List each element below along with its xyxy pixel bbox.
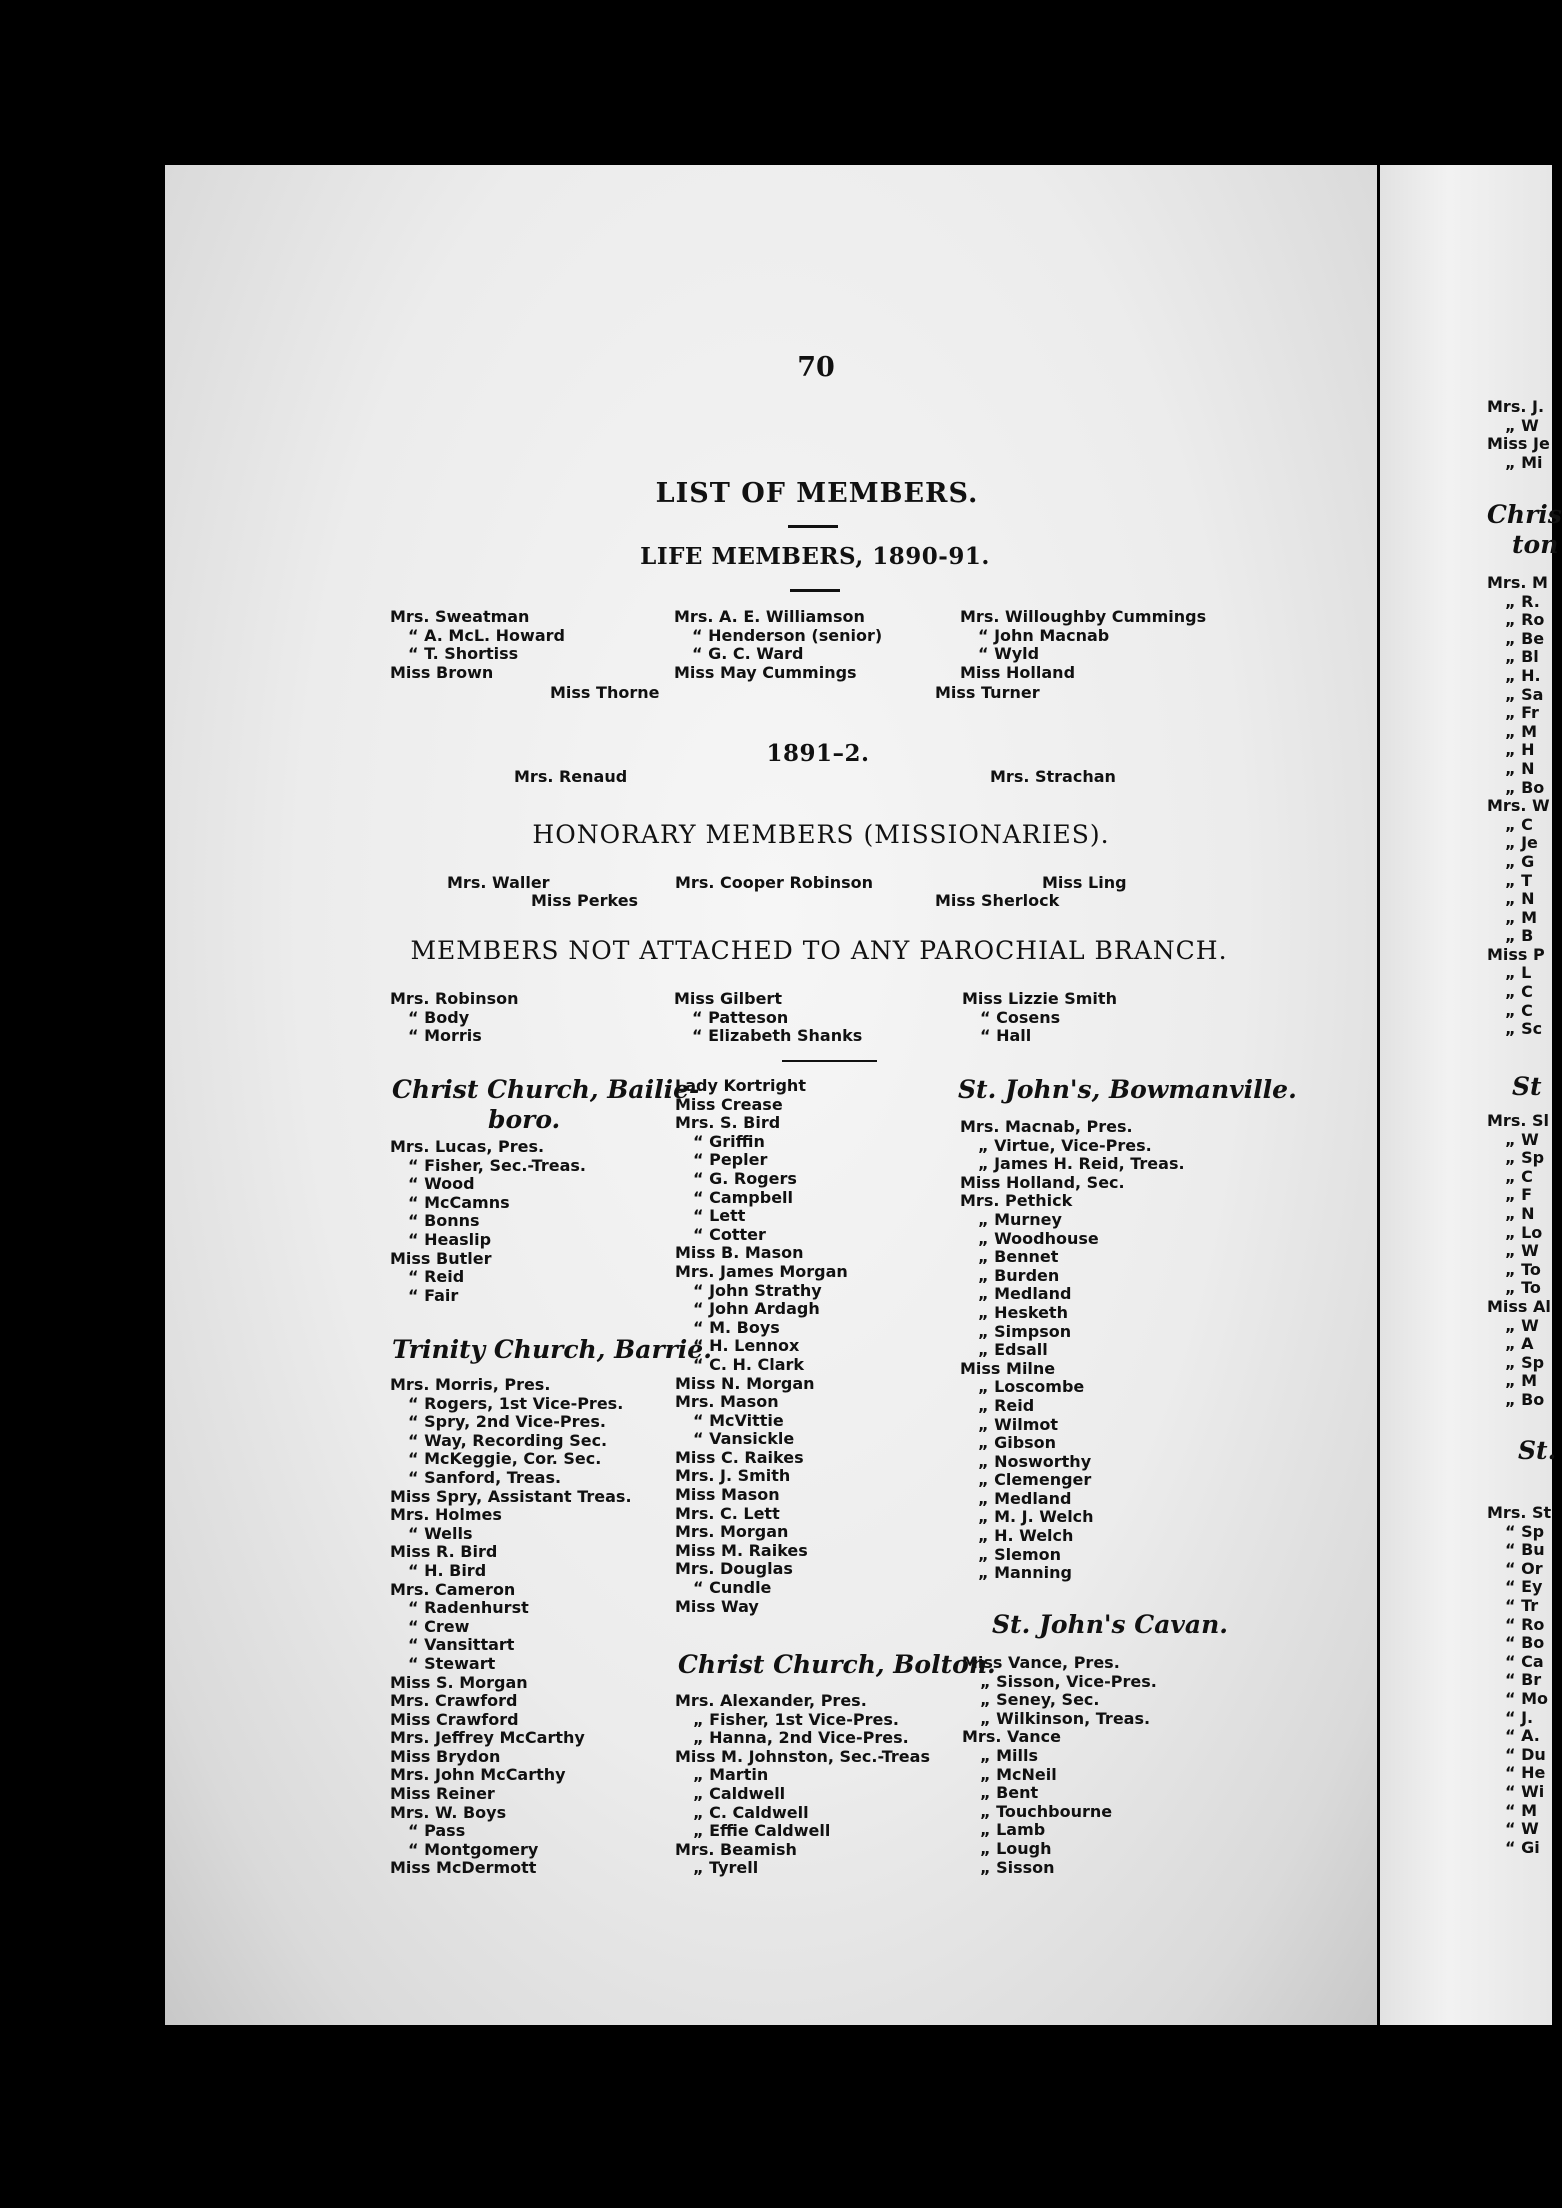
member-name: Miss Crease — [675, 1094, 783, 1114]
member-name: Mrs. Alexander, Pres. — [675, 1691, 867, 1710]
member-name: Mrs. Robinson — [390, 989, 519, 1008]
member-name: Miss M. Johnston, Sec.-Treas — [675, 1746, 930, 1766]
facing-line: „ Sp — [1505, 1148, 1545, 1168]
facing-line: „ W — [1505, 1315, 1539, 1335]
facing-line: “ Ro — [1505, 1614, 1545, 1634]
member-name: „ Burden — [978, 1265, 1060, 1285]
facing-line: “ Bu — [1505, 1540, 1545, 1560]
facing-heading: Chris — [1487, 500, 1562, 529]
not-attached-col-1 — [390, 990, 519, 1046]
member-name: Mrs. Mason — [675, 1392, 779, 1412]
member-name: Miss Crawford — [390, 1709, 519, 1729]
not-attached-col-3 — [962, 990, 1117, 1046]
member-name: Mrs. Douglas — [675, 1559, 793, 1579]
facing-line: “ Du — [1505, 1744, 1546, 1764]
member-name: Mrs. W. Boys — [390, 1802, 507, 1822]
member-name: “ Sanford, Treas. — [408, 1467, 562, 1487]
facing-line: „ Bo — [1505, 777, 1545, 797]
member-name: “ M. Boys — [693, 1317, 780, 1337]
member-name: Miss Gilbert — [674, 989, 782, 1008]
member-name: “ Radenhurst — [408, 1598, 529, 1618]
member-name: Miss M. Raikes — [675, 1540, 808, 1560]
life-members-heading: LIFE MEMBERS, 1890-91. — [640, 543, 990, 570]
member-name: Miss Brydon — [390, 1746, 501, 1766]
member-name: Miss Spry, Assistant Treas. — [390, 1486, 632, 1506]
member-name: „ Woodhouse — [978, 1228, 1099, 1248]
member-name: „ Gibson — [978, 1433, 1057, 1453]
member-name: “ Body — [408, 1007, 470, 1027]
member-name: Mrs. Cooper Robinson — [675, 873, 874, 892]
member-name: „ Slemon — [978, 1544, 1061, 1564]
bowmanville-members — [960, 1118, 1185, 1583]
member-name: “ Hall — [980, 1026, 1032, 1046]
member-name: “ John Strathy — [693, 1280, 822, 1300]
member-name: Mrs. Macnab, Pres. — [960, 1117, 1133, 1136]
member-name: “ Cotter — [693, 1224, 766, 1244]
member-name: Mrs. Crawford — [390, 1691, 518, 1711]
facing-line: “ Ca — [1505, 1651, 1544, 1671]
facing-line: “ He — [1505, 1763, 1546, 1783]
member-name: “ T. Shortiss — [408, 644, 519, 664]
member-name: “ McVittie — [693, 1410, 784, 1430]
member-name: “ Wells — [408, 1523, 473, 1543]
member-name: „ Lough — [980, 1838, 1052, 1858]
facing-line: „ F — [1505, 1185, 1533, 1205]
member-name: „ Murney — [978, 1209, 1062, 1229]
facing-line: “ Or — [1505, 1558, 1543, 1578]
facing-line: „ Mi — [1505, 452, 1543, 472]
facing-line: „ Ro — [1505, 610, 1545, 630]
member-name: Mrs. Sweatman — [390, 607, 530, 626]
member-name: Mrs. Willoughby Cummings — [960, 607, 1207, 626]
honorary-members-heading: HONORARY MEMBERS (MISSIONARIES). — [532, 820, 1110, 849]
facing-line: „ N — [1505, 889, 1535, 909]
life-members-rule — [790, 589, 840, 592]
member-name: „ Effie Caldwell — [693, 1821, 831, 1841]
life-members-col-1 — [390, 608, 565, 682]
member-name: Lady Kortright — [675, 1076, 806, 1095]
member-name: “ McKeggie, Cor. Sec. — [408, 1449, 602, 1469]
member-name: “ Henderson (senior) — [692, 625, 883, 645]
member-name: „ Lamb — [980, 1820, 1046, 1840]
member-name: Miss Way — [675, 1596, 759, 1616]
member-name: „ Simpson — [978, 1321, 1072, 1341]
member-name: “ John Ardagh — [693, 1299, 820, 1319]
member-name: „ James H. Reid, Treas. — [978, 1154, 1185, 1174]
member-name: Miss R. Bird — [390, 1542, 498, 1562]
facing-line: „ Be — [1505, 628, 1545, 648]
member-name: Miss Lizzie Smith — [962, 989, 1117, 1008]
member-name: Miss Thorne — [550, 683, 660, 702]
member-name: Miss Reiner — [390, 1784, 495, 1804]
page-number: 70 — [797, 352, 835, 383]
year-1891-heading: 1891–2. — [766, 740, 870, 767]
member-name: Mrs. Jeffrey McCarthy — [390, 1728, 585, 1748]
member-name: “ Griffin — [693, 1131, 765, 1151]
member-name: „ Caldwell — [693, 1783, 786, 1803]
member-name: “ Vansittart — [408, 1635, 515, 1655]
facing-line: „ G — [1505, 851, 1535, 871]
facing-page-top — [1487, 398, 1550, 472]
member-name: „ Tyrell — [693, 1858, 759, 1878]
member-name: Mrs. Morris, Pres. — [390, 1375, 551, 1394]
facing-line: „ Fr — [1505, 703, 1539, 723]
facing-line: „ M — [1505, 1371, 1538, 1391]
member-name: Mrs. A. E. Williamson — [674, 607, 865, 626]
member-name: “ Bonns — [408, 1211, 480, 1231]
member-name: “ Cosens — [980, 1007, 1061, 1027]
member-name: „ Loscombe — [978, 1377, 1085, 1397]
facing-line: „ Sp — [1505, 1352, 1545, 1372]
facing-line: Mrs. M — [1487, 573, 1548, 592]
member-name: “ Wood — [408, 1174, 475, 1194]
member-name: Mrs. Waller — [447, 873, 550, 892]
member-name: „ Bent — [980, 1783, 1039, 1803]
facing-line: „ M — [1505, 907, 1538, 927]
member-name: “ Rogers, 1st Vice-Pres. — [408, 1393, 624, 1413]
cavan-members — [962, 1654, 1157, 1877]
facing-line: “ J. — [1505, 1707, 1534, 1727]
facing-heading: St — [1512, 1072, 1542, 1101]
member-name: „ Nosworthy — [978, 1451, 1092, 1471]
member-name: “ Morris — [408, 1026, 482, 1046]
member-name: Mrs. Strachan — [990, 767, 1116, 786]
facing-line: „ B — [1505, 926, 1534, 946]
member-name: „ Fisher, 1st Vice-Pres. — [693, 1709, 899, 1729]
branch-title: St. John's, Bowmanville. — [958, 1075, 1297, 1104]
member-name: „ H. Welch — [978, 1526, 1074, 1546]
facing-line: „ C — [1505, 1166, 1533, 1186]
member-name: Miss Turner — [935, 683, 1040, 702]
facing-line: „ Bl — [1505, 647, 1539, 667]
member-name: “ Crew — [408, 1616, 470, 1636]
facing-line: „ H — [1505, 740, 1535, 760]
facing-line: Mrs. W — [1487, 796, 1550, 816]
member-name: “ Lett — [693, 1206, 746, 1226]
member-name: Miss Holland, Sec. — [960, 1172, 1125, 1192]
member-name: „ Seney, Sec. — [980, 1690, 1100, 1710]
member-name: Mrs. Beamish — [675, 1839, 797, 1859]
member-name: Miss Holland — [960, 662, 1076, 682]
member-name: “ C. H. Clark — [693, 1354, 805, 1374]
facing-line: “ Gi — [1505, 1837, 1540, 1857]
branch-title: Trinity Church, Barrie. — [392, 1335, 712, 1364]
member-name: Miss Sherlock — [935, 891, 1060, 910]
member-name: “ Vansickle — [693, 1429, 795, 1449]
member-name: “ Patteson — [692, 1007, 789, 1027]
member-name: „ Reid — [978, 1395, 1035, 1415]
facing-line: „ To — [1505, 1259, 1541, 1279]
member-name: „ C. Caldwell — [693, 1802, 809, 1822]
facing-line: “ Mo — [1505, 1688, 1548, 1708]
branch-title: St. John's Cavan. — [992, 1610, 1228, 1639]
member-name: Mrs. Renaud — [514, 767, 628, 786]
member-name: “ Elizabeth Shanks — [692, 1026, 863, 1046]
member-name: „ McNeil — [980, 1764, 1057, 1784]
facing-line: Miss P — [1487, 944, 1545, 964]
member-name: Mrs. James Morgan — [675, 1261, 848, 1281]
facing-heading: ton — [1512, 530, 1559, 559]
not-attached-col-2 — [674, 990, 862, 1046]
page-title: LIST OF MEMBERS. — [655, 478, 979, 509]
member-name: “ Montgomery — [408, 1839, 539, 1859]
facing-line: Mrs. St — [1487, 1503, 1552, 1522]
member-name: „ Bennet — [978, 1247, 1059, 1267]
facing-line: “ W — [1505, 1819, 1539, 1839]
member-name: „ Mills — [980, 1745, 1038, 1765]
member-name: Miss N. Morgan — [675, 1373, 815, 1393]
branch-title: boro. — [488, 1105, 561, 1134]
member-name: Miss Vance, Pres. — [962, 1653, 1120, 1672]
facing-line: “ Sp — [1505, 1521, 1545, 1541]
facing-line: “ Wi — [1505, 1781, 1545, 1801]
facing-line: „ W — [1505, 1129, 1539, 1149]
member-name: Miss Mason — [675, 1485, 780, 1505]
facing-line: „ W — [1505, 1241, 1539, 1261]
facing-line: “ Bo — [1505, 1633, 1545, 1653]
facing-line: „ Sa — [1505, 684, 1544, 704]
member-name: „ Hesketh — [978, 1302, 1068, 1322]
member-name: “ Way, Recording Sec. — [408, 1430, 608, 1450]
member-name: Miss S. Morgan — [390, 1672, 528, 1692]
member-name: “ Wyld — [978, 644, 1040, 664]
facing-line: “ Tr — [1505, 1595, 1539, 1615]
member-name: Mrs. C. Lett — [675, 1503, 780, 1523]
member-name: Mrs. J. Smith — [675, 1466, 791, 1486]
facing-line: “ Br — [1505, 1670, 1542, 1690]
member-name: “ Reid — [408, 1267, 465, 1287]
member-name: „ Manning — [978, 1563, 1072, 1583]
member-name: Miss Butler — [390, 1248, 492, 1268]
title-rule — [788, 525, 838, 528]
life-members-col-2 — [674, 608, 882, 682]
member-name: Mrs. Holmes — [390, 1505, 502, 1525]
facing-list-2 — [1487, 1112, 1551, 1410]
facing-line: „ A — [1505, 1334, 1534, 1354]
bolton-members — [675, 1692, 930, 1878]
member-name: Miss Ling — [1042, 873, 1127, 892]
member-name: “ Cundle — [693, 1578, 772, 1598]
member-name: Mrs. S. Bird — [675, 1113, 781, 1133]
facing-list-1 — [1487, 574, 1550, 1039]
member-name: „ Hanna, 2nd Vice-Pres. — [693, 1728, 909, 1748]
member-name: “ Fisher, Sec.-Treas. — [408, 1155, 586, 1175]
facing-line: „ T — [1505, 870, 1532, 890]
facing-line: „ R. — [1505, 591, 1540, 611]
facing-line: „ L — [1505, 963, 1532, 983]
member-name: „ Medland — [978, 1284, 1072, 1304]
member-name: Miss Milne — [960, 1358, 1056, 1378]
facing-line: „ Je — [1505, 833, 1538, 853]
facing-line: „ Bo — [1505, 1389, 1545, 1409]
facing-line: “ M — [1505, 1800, 1538, 1820]
facing-line: “ A. — [1505, 1726, 1540, 1746]
member-name: „ Medland — [978, 1488, 1072, 1508]
facing-line: Miss Je — [1487, 434, 1550, 454]
member-name: Miss B. Mason — [675, 1243, 804, 1263]
member-name: „ Wilkinson, Treas. — [980, 1708, 1151, 1728]
member-name: Miss Perkes — [531, 891, 639, 910]
member-name: Miss Brown — [390, 662, 494, 682]
facing-line: “ Ey — [1505, 1577, 1543, 1597]
facing-line: Mrs. Sl — [1487, 1111, 1549, 1130]
facing-line: „ W — [1505, 415, 1539, 435]
facing-list-3 — [1487, 1504, 1551, 1857]
member-name: “ A. McL. Howard — [408, 625, 565, 645]
member-name: “ G. Rogers — [693, 1168, 797, 1188]
facing-line: „ Lo — [1505, 1222, 1543, 1242]
member-name: “ John Macnab — [978, 625, 1110, 645]
member-name: Miss McDermott — [390, 1858, 537, 1878]
member-name: “ McCamns — [408, 1192, 510, 1212]
member-name: „ M. J. Welch — [978, 1507, 1094, 1527]
life-members-col-3 — [960, 608, 1206, 682]
facing-line: „ C — [1505, 814, 1533, 834]
member-name: Mrs. Cameron — [390, 1579, 516, 1599]
member-name: „ Wilmot — [978, 1414, 1059, 1434]
middle-column-members — [675, 1077, 848, 1616]
not-attached-heading: MEMBERS NOT ATTACHED TO ANY PAROCHIAL BRANCH. — [410, 936, 1228, 965]
section-rule — [782, 1060, 877, 1062]
member-name: “ H. Lennox — [693, 1336, 800, 1356]
member-name: „ Martin — [693, 1765, 769, 1785]
facing-heading: St. — [1518, 1436, 1557, 1465]
member-name: “ Pepler — [693, 1150, 768, 1170]
barrie-members — [390, 1376, 632, 1878]
member-name: “ H. Bird — [408, 1560, 487, 1580]
facing-line: „ H. — [1505, 665, 1541, 685]
member-name: “ Fair — [408, 1285, 459, 1305]
facing-line: Miss Al — [1487, 1296, 1551, 1316]
member-name: Mrs. Lucas, Pres. — [390, 1137, 545, 1156]
member-name: Mrs. John McCarthy — [390, 1765, 566, 1785]
member-name: “ Heaslip — [408, 1229, 492, 1249]
branch-title: Christ Church, Bolton. — [678, 1650, 996, 1679]
member-name: „ Virtue, Vice-Pres. — [978, 1135, 1152, 1155]
facing-line: „ Sc — [1505, 1019, 1543, 1039]
facing-line: „ M — [1505, 721, 1538, 741]
member-name: „ Clemenger — [978, 1470, 1092, 1490]
branch-title: Christ Church, Bailie- — [392, 1075, 700, 1104]
member-name: Mrs. Pethick — [960, 1191, 1073, 1211]
member-name: “ Spry, 2nd Vice-Pres. — [408, 1412, 606, 1432]
facing-line: „ N — [1505, 1203, 1535, 1223]
member-name: „ Sisson, Vice-Pres. — [980, 1671, 1157, 1691]
member-name: “ Stewart — [408, 1653, 496, 1673]
facing-line: „ C — [1505, 982, 1533, 1002]
facing-line: „ C — [1505, 1000, 1533, 1020]
member-name: “ Campbell — [693, 1187, 794, 1207]
bailieboro-members — [390, 1138, 586, 1305]
member-name: „ Touchbourne — [980, 1801, 1113, 1821]
member-name: Mrs. Morgan — [675, 1522, 789, 1542]
facing-line: Mrs. J. — [1487, 397, 1545, 416]
member-name: „ Edsall — [978, 1340, 1048, 1360]
facing-line: „ N — [1505, 758, 1535, 778]
member-name: „ Sisson — [980, 1857, 1055, 1877]
member-name: “ Pass — [408, 1821, 466, 1841]
member-name: “ G. C. Ward — [692, 644, 804, 664]
member-name: Mrs. Vance — [962, 1727, 1062, 1747]
member-name: Miss May Cummings — [674, 662, 857, 682]
member-name: Miss C. Raikes — [675, 1447, 804, 1467]
facing-line: „ To — [1505, 1278, 1541, 1298]
